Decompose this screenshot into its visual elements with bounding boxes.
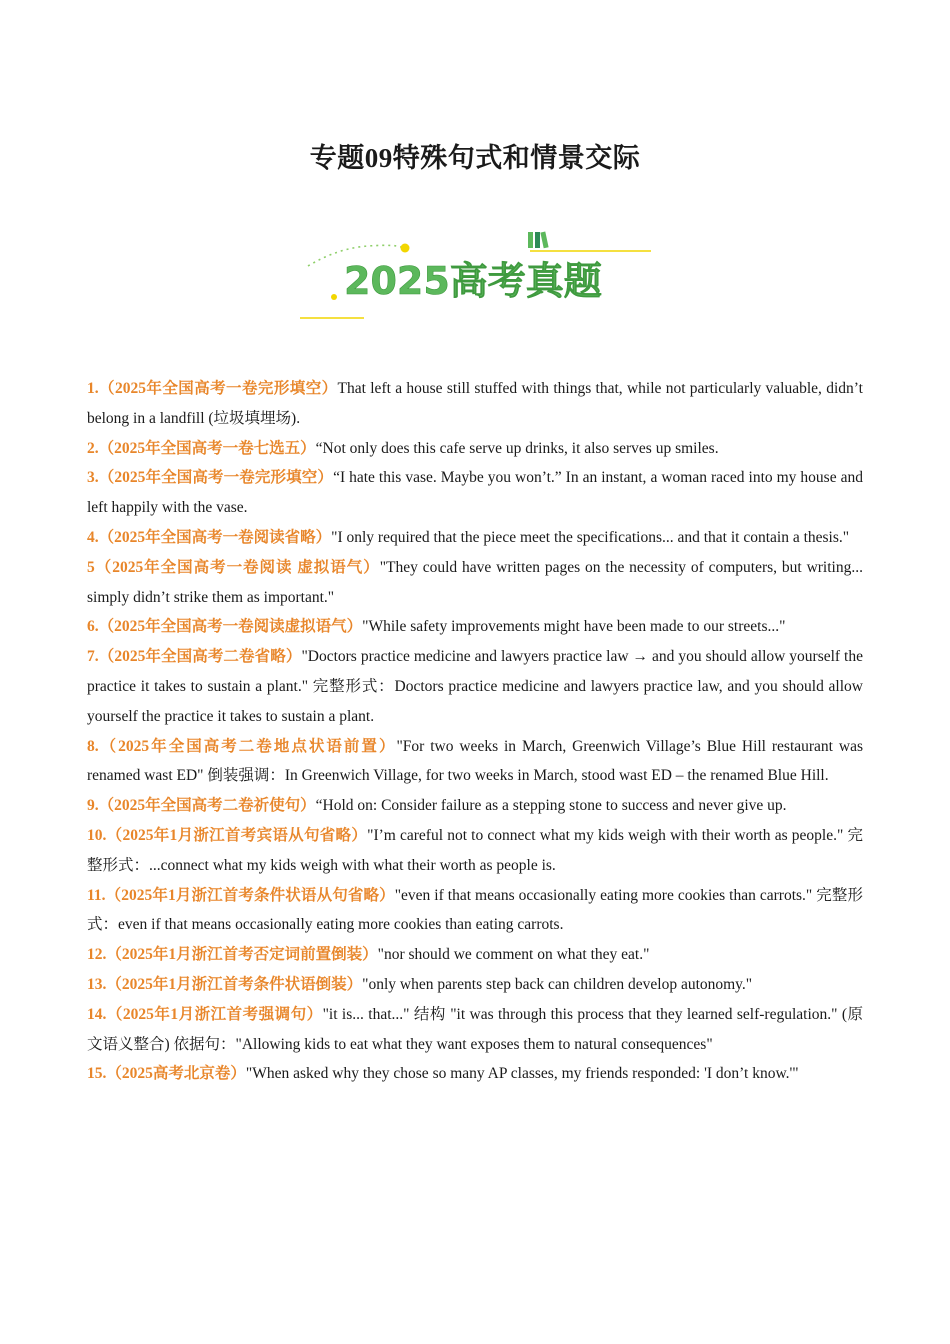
item-label: 5（2025年全国高考一卷阅读 虚拟语气） (87, 558, 380, 576)
item-label: 13.（2025年1月浙江首考条件状语倒装） (87, 975, 363, 993)
item-text: That left a house still stuffed with things that, while not particularly valuable, didn’t belong in a landfill (垃圾填埋场). (87, 380, 863, 427)
item-label: 9.（2025年全国高考二卷祈使句） (87, 797, 316, 815)
list-item (87, 463, 863, 523)
item-text: "While safety improvements might have been made to our streets..." (362, 618, 786, 636)
item-text: "I’m careful not to connect what my kids weigh with their worth as people." 完整形式：...connect what my kids weigh with what their worth as people is. (87, 826, 863, 874)
item-label: 14.（2025年1月浙江首考强调句） (87, 1005, 323, 1023)
books-icon (528, 232, 549, 249)
list-item (87, 881, 863, 941)
item-text: "For two weeks in March, Greenwich Village’s Blue Hill restaurant was renamed wast ED" 倒装强调：In Greenwich Village, for two weeks in March, stood wast ED – the renamed Blue Hill. (87, 737, 863, 785)
banner-text: 2025高考真题 (344, 259, 602, 303)
item-label: 10.（2025年1月浙江首考宾语从句省略） (87, 826, 368, 844)
list-item (87, 791, 863, 821)
item-label: 2.（2025年全国高考一卷七选五） (87, 439, 316, 457)
list-item (87, 642, 863, 731)
page-title: 专题09特殊句式和情景交际 (309, 143, 641, 173)
item-label: 4.（2025年全国高考一卷阅读省略） (87, 528, 332, 546)
item-text: "even if that means occasionally eating more cookies than carrots." 完整形式：even if that means occasionally eating more cookies than eating carrots. (87, 886, 863, 934)
item-list (87, 374, 863, 1089)
item-label: 3.（2025年全国高考一卷完形填空） (87, 469, 334, 487)
list-item (87, 553, 863, 613)
item-text: "only when parents step back can children develop autonomy." (362, 975, 753, 993)
item-text: “Hold on: Consider failure as a stepping stone to success and never give up. (315, 797, 787, 815)
list-item (87, 940, 863, 970)
item-text: “I hate this vase. Maybe you won’t.” In an instant, a woman raced into my house and left happily with the vase. (87, 469, 863, 517)
item-label: 6.（2025年全国高考一卷阅读虚拟语气） (87, 618, 363, 636)
list-item (87, 1059, 863, 1089)
item-text: “Not only does this cafe serve up drinks, it also serves up smiles. (315, 439, 719, 457)
list-item (87, 434, 863, 464)
list-item (87, 821, 863, 881)
item-text: "nor should we comment on what they eat." (377, 946, 650, 964)
list-item (87, 612, 863, 642)
item-label: 8.（2025年全国高考二卷地点状语前置） (87, 737, 397, 755)
list-item (87, 1000, 863, 1060)
list-item (87, 374, 863, 434)
list-item (87, 732, 863, 792)
item-label: 1.（2025年全国高考一卷完形填空） (87, 380, 338, 397)
item-text: "I only required that the piece meet the specifications... and that it contain a thesis." (331, 528, 850, 546)
list-item (87, 523, 863, 553)
banner-dot-yellow (401, 244, 410, 253)
item-text: "They could have written pages on the necessity of computers, but writing... simply didn’t strike them as important." (87, 558, 863, 606)
item-label: 12.（2025年1月浙江首考否定词前置倒装） (87, 946, 378, 964)
list-item (87, 970, 863, 1000)
item-label: 15.（2025高考北京卷） (87, 1065, 246, 1083)
item-label: 11.（2025年1月浙江首考条件状语从句省略） (87, 886, 395, 904)
item-text: "Doctors practice medicine and lawyers practice law → and you should allow yourself the practice it takes to sustain a plant." 完整形式：Doctors practice medicine and lawyers practice law, and you should allow yourself the practice it takes to sustain a plant. (87, 648, 863, 725)
banner-dot-small (331, 294, 337, 300)
item-label: 7.（2025年全国高考二卷省略） (87, 648, 302, 666)
banner-graphic (298, 226, 658, 322)
item-text: "When asked why they chose so many AP classes, my friends responded: 'I don’t know.'" (245, 1065, 799, 1083)
item-text: "it is... that..." 结构 "it was through this process that they learned self-regulation." (原文语义整合) 依据句："Allowing kids to eat what they want exposes them to natural consequences" (87, 1005, 863, 1053)
